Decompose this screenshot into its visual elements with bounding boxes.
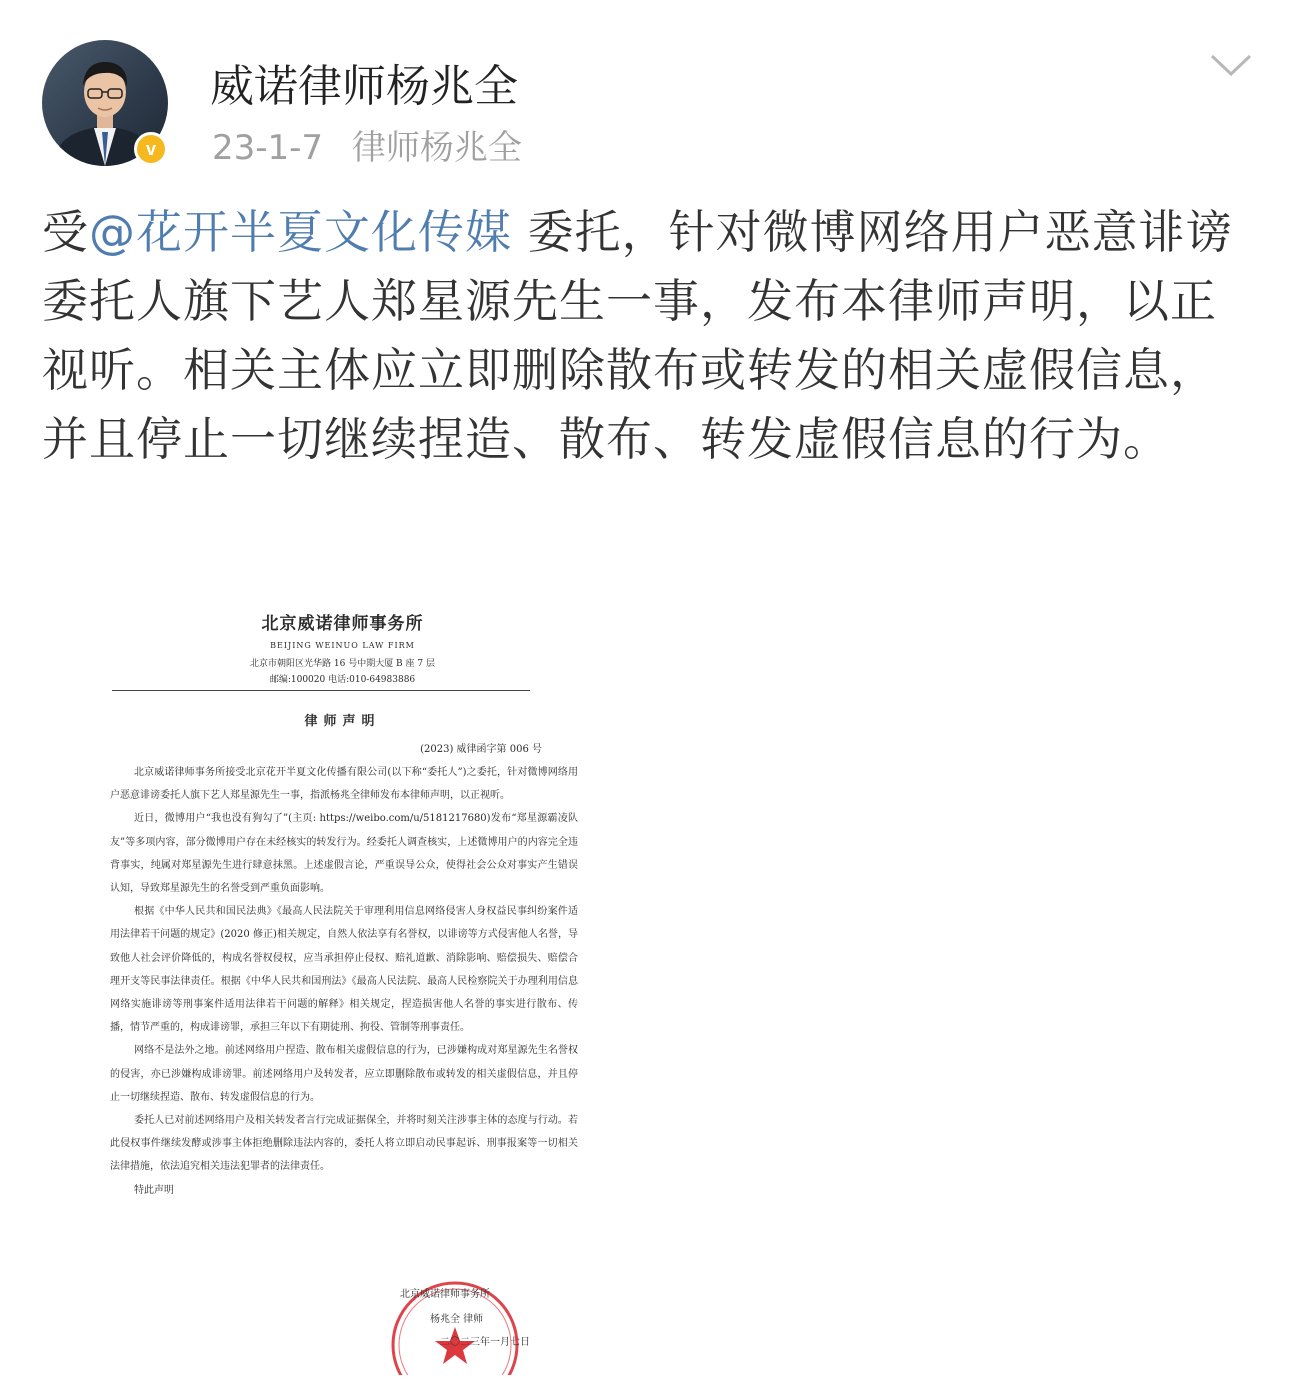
doc-paragraph: 根据《中华人民共和国民法典》《最高人民法院关于审理利用信息网络侵害人身权益民事纠纷案件适用法律若干问题的规定》(2020 修正)相关规定，自然人依法享有名誉权，以诽谤等方式侵害他人名誉，导致他人社会评价降低的，构成名誉权侵权，应当承担停止侵权、赔礼道歉、消除影响、赔偿损失、赔偿合理开支等民事法律责任。根据《中华人民共和国刑法》《最高人民法院、最高人民检察院关于办理利用信息网络实施诽谤等刑事案件适用法律若干问题的解释》相关规定，捏造损害他人名誉的事实进行散布、传播，情节严重的，构成诽谤罪，承担三年以下有期徒刑、拘役、管制等刑事责任。 <box>110 906 578 1034</box>
doc-reference: (2023) 威律函字第 006 号 <box>420 744 542 755</box>
doc-divider <box>112 690 530 691</box>
doc-paragraph: 特此声明 <box>134 1184 174 1196</box>
doc-signature-lawyer: 杨兆全 律师 <box>430 1314 484 1325</box>
post-date: 23-1-7 <box>212 128 324 168</box>
doc-paragraph: 北京威诺律师事务所接受北京花开半夏文化传播有限公司(以下称“委托人”)之委托，针对微博网络用户恶意诽谤委托人旗下艺人郑星源先生一事，指派杨兆全律师发布本律师声明，以正视听。 <box>110 767 578 802</box>
doc-title: 律师声明 <box>304 714 381 729</box>
doc-firm-name: 北京威诺律师事务所 <box>261 614 424 634</box>
post-meta <box>212 120 540 169</box>
post-text-prefix: 受 <box>42 205 89 259</box>
doc-firm-name-en: BEIJING WEINUO LAW FIRM <box>270 641 415 650</box>
author-name[interactable]: 威诺律师杨兆全 <box>210 61 518 112</box>
doc-paragraph: 近日，微博用户“我也没有狗勾了”(主页: https://weibo.com/u/5181217680)发布“郑星源霸凌队友”等多项内容，部分微博用户存在未经核实的转发行为。经委托人调查核实，上述微博用户的内容完全违背事实，纯属对郑星源先生进行肆意抹黑。上述虚假言论，严重误导公众，使得社会公众对事实产生错误认知，导致郑星源先生的名誉受到严重负面影响。 <box>110 813 578 895</box>
doc-paragraph: 委托人已对前述网络用户及相关转发者言行完成证据保全，并将时刻关注涉事主体的态度与行动。若此侵权事件继续发酵或涉事主体拒绝删除违法内容的，委托人将立即启动民事起诉、刑事报案等一切相关法律措施，依法追究相关违法犯罪者的法律责任。 <box>110 1115 578 1173</box>
doc-paragraph: 网络不是法外之地。前述网络用户捏造、散布相关虚假信息的行为，已涉嫌构成对郑星源先生名誉权的侵害，亦已涉嫌构成诽谤罪。前述网络用户及转发者，应立即删除散布或转发的相关虚假信息，并且停止一切继续捏造、散布、转发虚假信息的行为。 <box>110 1045 578 1103</box>
doc-body <box>110 761 578 1202</box>
avatar-container[interactable] <box>42 40 168 166</box>
doc-signature-date: 二〇二三年一月七日 <box>440 1337 530 1348</box>
post-source: 律师杨兆全 <box>351 128 522 168</box>
post-text-body: 委托，针对微博网络用户恶意诽谤委托人旗下艺人郑星源先生一事，发布本律师声明，以正视听。相关主体应立即删除散布或转发的相关虚假信息，并且停止一切继续捏造、散布、转发虚假信息的行为。 <box>42 205 1233 466</box>
mention-link[interactable]: @花开半夏文化传媒 <box>89 205 512 259</box>
attached-document-image[interactable] <box>100 585 585 1375</box>
doc-signature-firm: 北京威诺律师事务所 <box>400 1289 490 1300</box>
post-header <box>0 0 1290 190</box>
doc-address: 北京市朝阳区光华路 16 号中期大厦 B 座 7 层 <box>250 659 435 669</box>
verified-badge-icon: v <box>134 132 168 166</box>
doc-contact: 邮编:100020 电话:010-64983886 <box>269 675 416 685</box>
post-text <box>42 198 1252 474</box>
chevron-down-icon[interactable] <box>1208 50 1254 80</box>
